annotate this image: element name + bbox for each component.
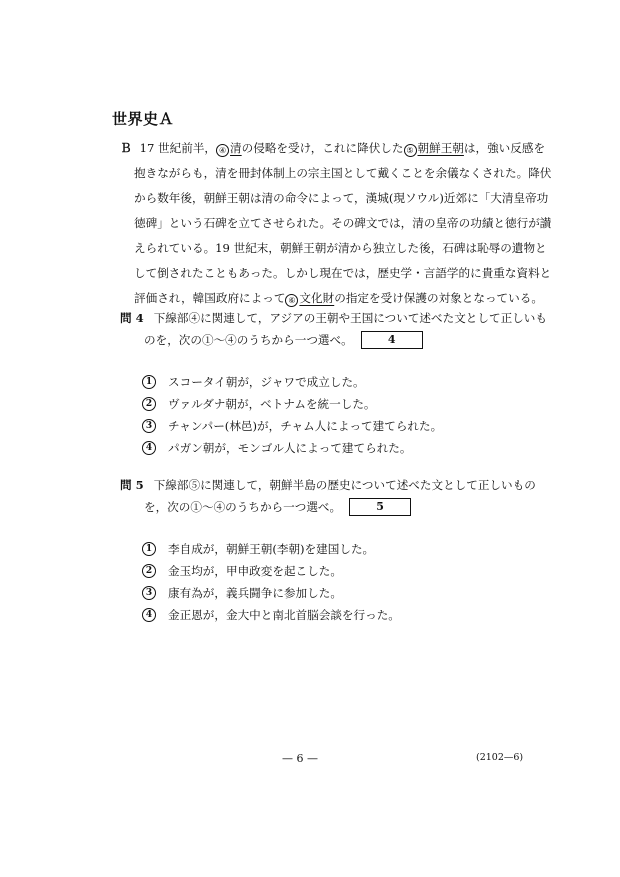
- option-text: 李自成が，朝鮮王朝(李朝)を建国した。: [168, 542, 375, 556]
- option-number: 3: [142, 586, 156, 600]
- page-number: — 6 —: [282, 752, 318, 765]
- passage-line: して倒されたこともあった。しかし現在では，歴史学・言語学的に貴重な資料と: [134, 266, 552, 280]
- passage-line: から数年後，朝鮮王朝は清の命令によって，漢城(現ソウル)近郊に「大清皇帝功: [134, 191, 549, 205]
- question-4: [120, 307, 547, 459]
- question-stem: [120, 474, 536, 496]
- option-number: 2: [142, 397, 156, 411]
- option-text: 金玉均が，甲申政変を起こした。: [168, 564, 342, 578]
- options-list: [120, 538, 536, 626]
- passage-line: [120, 136, 546, 161]
- option-number: 4: [142, 608, 156, 622]
- option-number: 2: [142, 564, 156, 578]
- passage-label: Ｂ: [120, 141, 132, 155]
- option[interactable]: [142, 538, 536, 560]
- question-label: 問 5: [120, 478, 144, 492]
- answer-box[interactable]: 5: [349, 498, 411, 516]
- option[interactable]: [142, 371, 547, 393]
- underline-marker: ④: [216, 144, 229, 157]
- options-list: [120, 371, 547, 459]
- passage: [120, 136, 552, 311]
- option-text: 金正恩が，金大中と南北首脳会談を行った。: [168, 608, 400, 622]
- passage-text: は，強い反感を: [463, 141, 546, 155]
- underlined-term: 文化財: [299, 291, 335, 305]
- option-text: ヴァルダナ朝が，ベトナムを統一した。: [168, 397, 376, 411]
- option-text: スコータイ朝が，ジャワで成立した。: [168, 375, 365, 389]
- question-label: 問 4: [120, 311, 144, 325]
- section-title: 世界史Ａ: [112, 110, 175, 128]
- option[interactable]: [142, 582, 536, 604]
- underline-marker: ⑤: [404, 144, 417, 157]
- underlined-term: 清: [230, 141, 242, 155]
- question-stem-line2: [120, 496, 536, 518]
- question-text: 下線部④に関連して，アジアの王朝や王国について述べた文として正しいも: [153, 311, 547, 325]
- underline-marker: ⑥: [285, 294, 298, 307]
- option-number: 4: [142, 441, 156, 455]
- question-stem: [120, 307, 547, 329]
- question-text: 下線部⑤に関連して，朝鮮半島の歴史について述べた文として正しいもの: [153, 478, 536, 492]
- option[interactable]: [142, 560, 536, 582]
- option-text: 康有為が，義兵闘争に参加した。: [168, 586, 342, 600]
- answer-box[interactable]: 4: [361, 331, 423, 349]
- underlined-term: 朝鮮王朝: [417, 141, 464, 155]
- question-5: [120, 474, 536, 626]
- exam-code: (2102—6): [476, 752, 524, 763]
- passage-text: 評価され，韓国政府によって: [134, 291, 286, 305]
- option-number: 1: [142, 542, 156, 556]
- option-number: 3: [142, 419, 156, 433]
- question-text: のを，次の①～④のうちから一つ選べ。: [144, 333, 353, 347]
- passage-text: の侵略を受け，これに降伏した: [241, 141, 404, 155]
- question-text: を，次の①～④のうちから一つ選べ。: [144, 500, 342, 514]
- passage-text: の指定を受け保護の対象となっている。: [334, 291, 543, 305]
- question-stem-line2: [120, 329, 547, 351]
- passage-line: 抱きながらも，清を冊封体制上の宗主国として戴くことを余儀なくされた。降伏: [134, 166, 552, 180]
- option[interactable]: [142, 415, 547, 437]
- option[interactable]: [142, 604, 536, 626]
- option-text: パガン朝が，モンゴル人によって建てられた。: [168, 441, 412, 455]
- option[interactable]: [142, 437, 547, 459]
- option-text: チャンパー(林邑)が，チャム人によって建てられた。: [168, 419, 443, 433]
- option[interactable]: [142, 393, 547, 415]
- passage-line: 徳碑」という石碑を立てさせられた。その碑文では，清の皇帝の功績と徳行が讃: [134, 216, 552, 230]
- option-number: 1: [142, 375, 156, 389]
- passage-line: えられている。19 世紀末，朝鮮王朝が清から独立した後，石碑は恥辱の遺物と: [134, 241, 547, 255]
- passage-text: 17 世紀前半，: [139, 141, 217, 155]
